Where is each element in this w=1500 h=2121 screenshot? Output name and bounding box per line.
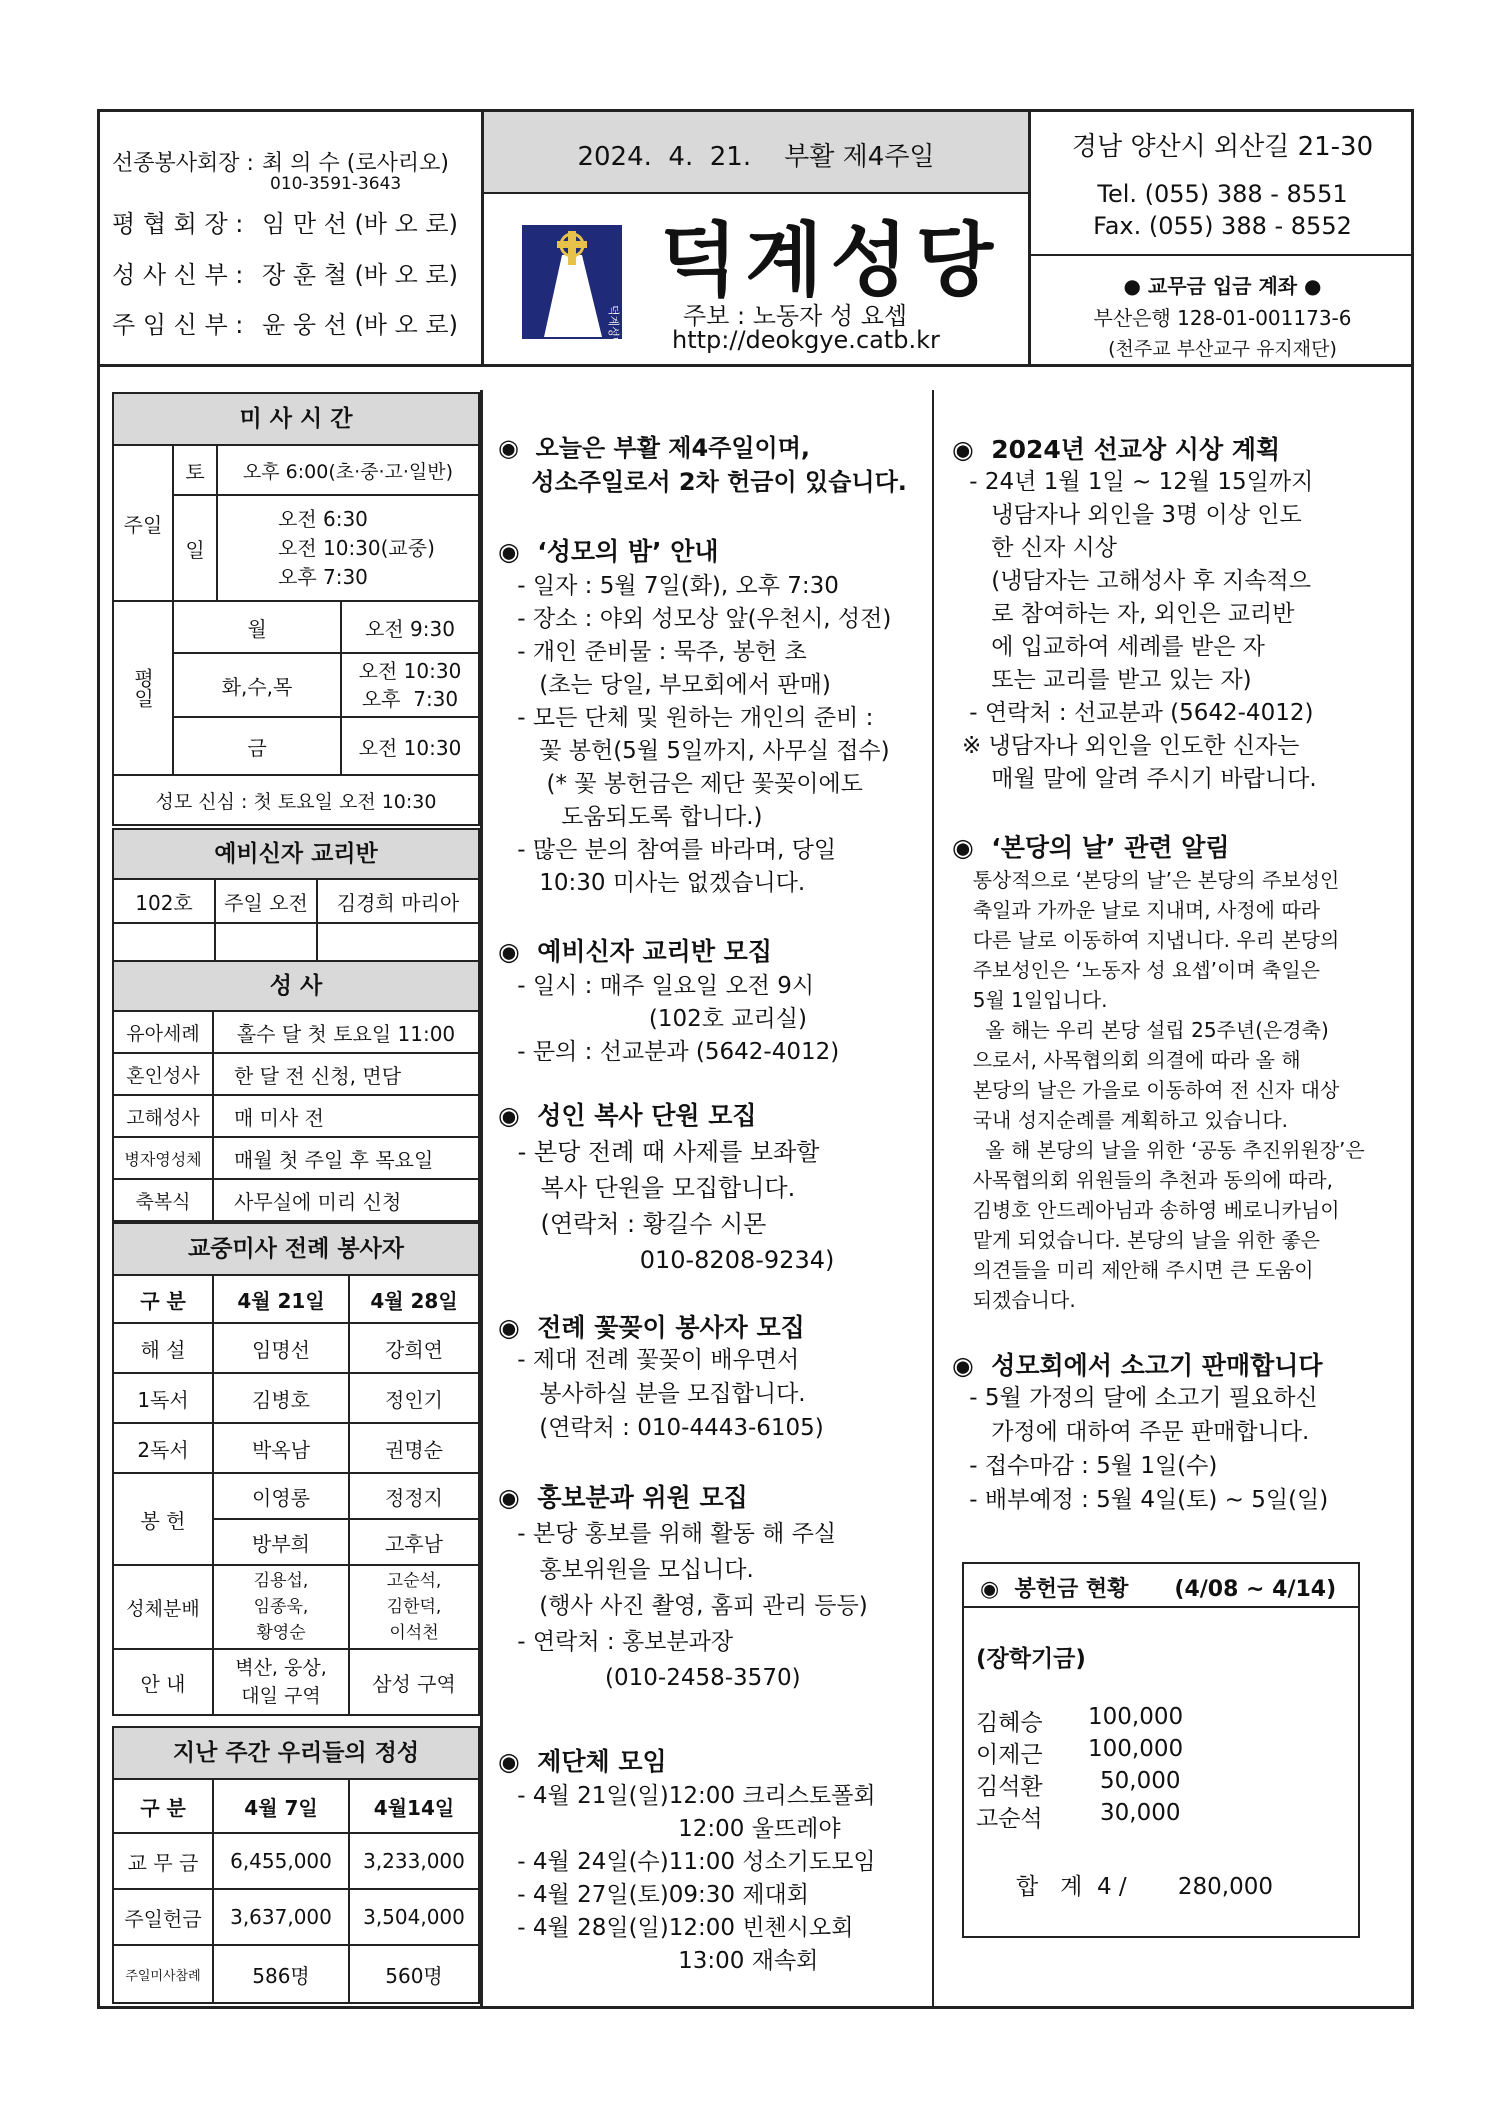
donor-amount: 30,000 xyxy=(1100,1800,1181,1826)
mass-schedule-table xyxy=(112,444,480,826)
staff-name: 장 훈 철 (바 오 로) xyxy=(262,261,458,289)
beef-line: - 접수마감 : 5월 1일(수) xyxy=(962,1453,1218,1479)
maria-line: - 개인 준비물 : 묵주, 봉헌 초 xyxy=(510,639,807,665)
acolyte-line: 복사 단원을 모집합니다. xyxy=(510,1174,796,1202)
maria-line: - 모든 단체 및 원하는 개인의 준비 : xyxy=(510,705,874,731)
sacraments-title: 성 사 xyxy=(112,960,480,1012)
beef-sale-title: ◉ 성모회에서 소고기 판매합니다 xyxy=(952,1351,1323,1380)
group-line: 12:00 울뜨레야 xyxy=(510,1816,841,1842)
parish-day-line: 축일과 가까운 날로 지내며, 사정에 따라 xyxy=(960,898,1320,922)
offering-amount: 560명 xyxy=(349,1945,479,2003)
offering-amount: 3,637,000 xyxy=(213,1889,349,1945)
catechumen-teacher: 김경희 마리아 xyxy=(317,879,479,923)
sacrament-info: 홀수 달 첫 토요일 11:00 xyxy=(213,1011,479,1053)
server-name: 김용섭, 임종욱, 황영순 xyxy=(213,1565,349,1649)
staff-role: 선종봉사회장 : xyxy=(112,151,254,176)
catechumen-line: - 문의 : 선교분과 (5642-4012) xyxy=(510,1039,840,1065)
staff-role: 평 협 회 장 : xyxy=(112,210,244,238)
telephone: Tel. (055) 388 - 8551 xyxy=(1097,180,1348,208)
pr-line: 홍보위원을 모십니다. xyxy=(510,1557,754,1583)
parish-day-line: 되겠습니다. xyxy=(960,1288,1076,1312)
pr-line: - 본당 홍보를 위해 활동 해 주실 xyxy=(510,1521,837,1547)
server-name: 이영롱 xyxy=(213,1473,349,1519)
offerings-title: 지난 주간 우리들의 정성 xyxy=(112,1726,480,1780)
sunday-day-label: 일 xyxy=(173,495,217,601)
parish-day-line: 으로서, 사목협의회 의결에 따라 올 해 xyxy=(960,1048,1301,1072)
patron-saint: 주보 : 노동자 성 요셉 xyxy=(683,302,908,330)
servers-title: 교중미사 전례 봉사자 xyxy=(112,1222,480,1276)
catechumen-time: 주일 오전 xyxy=(215,879,317,923)
beef-line: - 5월 가정의 달에 소고기 필요하신 xyxy=(962,1385,1318,1411)
award-line: (냉담자는 고해성사 후 지속적으 xyxy=(962,568,1311,594)
award-line: - 연락처 : 선교분과 (5642-4012) xyxy=(962,700,1314,726)
award-line: 한 신자 시상 xyxy=(962,535,1117,561)
maria-line: (초는 당일, 부모회에서 판매) xyxy=(510,672,831,698)
sacrament-name: 고해성사 xyxy=(113,1095,213,1137)
server-name: 박옥남 xyxy=(213,1423,349,1473)
parish-day-line: 통상적으로 ‘본당의 날’은 본당의 주보성인 xyxy=(960,868,1340,892)
donation-header xyxy=(964,1564,1358,1608)
sunday-times xyxy=(217,495,479,601)
award-line: 로 참여하는 자, 외인은 교리반 xyxy=(962,601,1295,627)
maria-line: (* 꽃 봉헌금은 제단 꽃꽂이에도 xyxy=(510,771,863,797)
catechumen-line: (102호 교리실) xyxy=(510,1006,807,1032)
saturday-time: 오후 6:00(초·중·고·일반) xyxy=(217,445,479,495)
account-title: ● 교무금 입금 계좌 ● xyxy=(1123,274,1322,298)
server-name: 권명순 xyxy=(349,1423,479,1473)
catechumen-room: 102호 xyxy=(113,879,215,923)
offerings-header: 4월14일 xyxy=(349,1779,479,1833)
offering-amount: 586명 xyxy=(213,1945,349,2003)
donor-name: 김혜승 xyxy=(976,1710,1043,1736)
flower-line: (연락처 : 010-4443-6105) xyxy=(510,1415,824,1441)
acolyte-line: 010-8208-9234) xyxy=(510,1246,835,1274)
server-name: 임명선 xyxy=(213,1323,349,1373)
acolyte-title: ◉ 성인 복사 단원 모집 xyxy=(498,1101,757,1130)
parish-day-line: 5월 1일입니다. xyxy=(960,988,1108,1012)
parish-day-line: 맡게 되었습니다. 본당의 날을 위한 좋은 xyxy=(960,1228,1320,1252)
donor-amount: 100,000 xyxy=(1088,1736,1184,1762)
award-line: ※ 냉담자나 외인을 인도한 신자는 xyxy=(962,733,1300,759)
server-role: 안 내 xyxy=(113,1649,213,1715)
acolyte-line: (연락처 : 황길수 시몬 xyxy=(510,1210,767,1238)
maria-line: - 일자 : 5월 7일(화), 오후 7:30 xyxy=(510,573,839,599)
offering-type: 주일미사참례 xyxy=(113,1945,213,2003)
server-role: 봉 헌 xyxy=(113,1473,213,1565)
staff-name: 임 만 선 (바 오 로) xyxy=(262,210,458,238)
parish-day-line: 올 해는 우리 본당 설립 25주년(은경축) xyxy=(960,1018,1329,1042)
weekday-time: 오전 10:30 xyxy=(341,717,479,775)
parish-day-line: 국내 성지순례를 계획하고 있습니다. xyxy=(960,1108,1288,1132)
group-line: - 4월 24일(수)11:00 성소기도모임 xyxy=(510,1849,876,1875)
header-divider xyxy=(97,364,1414,367)
server-role: 2독서 xyxy=(113,1423,213,1473)
parish-day-line: 주보성인은 ‘노동자 성 요셉’이며 축일은 xyxy=(960,958,1320,982)
flower-line: 봉사하실 분을 모집합니다. xyxy=(510,1381,806,1407)
acolyte-line: - 본당 전례 때 사제를 보좌할 xyxy=(510,1138,820,1166)
server-name: 강희연 xyxy=(349,1323,479,1373)
server-name: 방부희 xyxy=(213,1519,349,1565)
sacrament-name: 병자영성체 xyxy=(113,1137,213,1179)
offerings-header: 구 분 xyxy=(113,1779,213,1833)
sacrament-name: 유아세례 xyxy=(113,1011,213,1053)
donor-name: 이제근 xyxy=(976,1742,1043,1768)
catechumen-line: - 일시 : 매주 일요일 오전 9시 xyxy=(510,973,815,999)
catechumen-recruit-title: ◉ 예비신자 교리반 모집 xyxy=(498,937,772,966)
empty-cell xyxy=(113,923,215,963)
award-line: 매월 말에 알려 주시기 바랍니다. xyxy=(962,766,1317,792)
sacrament-name: 혼인성사 xyxy=(113,1053,213,1095)
catechumen-table xyxy=(112,878,480,964)
servers-header: 4월 28일 xyxy=(349,1275,479,1323)
beef-line: 가정에 대하여 주문 판매합니다. xyxy=(962,1419,1310,1445)
sacrament-name: 축복식 xyxy=(113,1179,213,1221)
staff-role: 성 사 신 부 : xyxy=(112,261,244,289)
church-title: 덕계성당 xyxy=(660,214,1002,307)
intro-line: 성소주일로서 2차 헌금이 있습니다. xyxy=(498,468,907,496)
servers-table xyxy=(112,1274,480,1716)
weekday-time: 오전 9:30 xyxy=(341,601,479,653)
server-name: 삼성 구역 xyxy=(349,1649,479,1715)
staff-phone: 010-3591-3643 xyxy=(270,174,402,194)
intro-line: ◉ 오늘은 부활 제4주일이며, xyxy=(498,434,811,462)
server-role: 해 설 xyxy=(113,1323,213,1373)
parish-day-line: 본당의 날은 가을로 이동하여 전 신자 대상 xyxy=(960,1078,1340,1102)
empty-cell xyxy=(317,923,479,963)
maria-night-title: ◉ ‘성모의 밤’ 안내 xyxy=(498,537,719,566)
pr-line: (행사 사진 촬영, 홈피 관리 등등) xyxy=(510,1593,868,1619)
weekday-label: 평일 xyxy=(113,601,173,775)
group-line: - 4월 27일(토)09:30 제대회 xyxy=(510,1882,809,1908)
offering-amount: 3,233,000 xyxy=(349,1833,479,1889)
sunday-label: 주일 xyxy=(113,445,173,601)
marian-devotion: 성모 신심 : 첫 토요일 오전 10:30 xyxy=(113,775,479,825)
sunday-time: 오후 7:30 xyxy=(278,564,368,589)
mass-schedule-title: 미 사 시 간 xyxy=(112,392,480,446)
offering-amount: 6,455,000 xyxy=(213,1833,349,1889)
flower-title: ◉ 전례 꽃꽂이 봉사자 모집 xyxy=(498,1313,805,1342)
donation-title: ◉ 봉헌금 현황 (4/08 ~ 4/14) xyxy=(980,1577,1337,1602)
servers-header: 구 분 xyxy=(113,1275,213,1323)
parish-day-title: ◉ ‘본당의 날’ 관련 알림 xyxy=(952,833,1230,862)
award-line: 냉담자나 외인을 3명 이상 인도 xyxy=(962,502,1302,528)
saturday-label: 토 xyxy=(173,445,217,495)
server-name: 김병호 xyxy=(213,1373,349,1423)
sacrament-info: 한 달 전 신청, 면담 xyxy=(213,1053,479,1095)
maria-line: 꽃 봉헌(5월 5일까지, 사무실 접수) xyxy=(510,738,890,764)
server-name: 고후남 xyxy=(349,1519,479,1565)
donation-category: (장학기금) xyxy=(976,1646,1086,1672)
weekday-time: 오전 10:30 오후 7:30 xyxy=(341,653,479,717)
sacrament-info: 사무실에 미리 신청 xyxy=(213,1179,479,1221)
catechumen-title: 예비신자 교리반 xyxy=(112,828,480,880)
issue-date: 2024. 4. 21. 부활 제4주일 xyxy=(577,142,935,172)
sunday-time: 오전 6:30 xyxy=(278,506,368,531)
servers-header: 4월 21일 xyxy=(213,1275,349,1323)
sacraments-table xyxy=(112,1010,480,1222)
mission-award-title: ◉ 2024년 선교상 시상 계획 xyxy=(952,435,1281,464)
sacrament-info: 매 미사 전 xyxy=(213,1095,479,1137)
beef-line: - 배부예정 : 5월 4일(토) ~ 5일(일) xyxy=(962,1487,1329,1513)
maria-line: - 많은 분의 참여를 바라며, 당일 xyxy=(510,837,837,863)
address: 경남 양산시 외산길 21-30 xyxy=(1071,132,1374,162)
donor-name: 김석환 xyxy=(976,1774,1043,1800)
server-name: 정정지 xyxy=(349,1473,479,1519)
pr-line: (010-2458-3570) xyxy=(510,1665,801,1691)
donor-amount: 50,000 xyxy=(1100,1768,1181,1794)
server-name: 벽산, 웅상, 대일 구역 xyxy=(213,1649,349,1715)
church-logo-icon xyxy=(522,225,622,339)
flower-line: - 제대 전례 꽃꽂이 배우면서 xyxy=(510,1347,800,1373)
bank-account: 부산은행 128-01-001173-6 xyxy=(1093,306,1352,330)
logo-text: 덕계성당 xyxy=(607,305,620,339)
pr-line: - 연락처 : 홍보분과장 xyxy=(510,1629,734,1655)
parish-day-line: 사목협의회 위원들의 추천과 동의에 따라, xyxy=(960,1168,1333,1192)
pr-title: ◉ 홍보분과 위원 모집 xyxy=(498,1483,748,1512)
staff-role: 주 임 신 부 : xyxy=(112,311,244,339)
weekday-day: 화,수,목 xyxy=(173,653,341,717)
group-line: - 4월 28일(일)12:00 빈첸시오회 xyxy=(510,1915,854,1941)
staff-name: 윤 웅 선 (바 오 로) xyxy=(262,311,458,339)
staff-name: 최 의 수 (로사리오) xyxy=(262,151,449,176)
empty-cell xyxy=(215,923,317,963)
maria-line: 10:30 미사는 없겠습니다. xyxy=(510,870,806,896)
donor-amount: 100,000 xyxy=(1088,1704,1184,1730)
donation-total: 합 계 4 / 280,000 xyxy=(1016,1874,1273,1900)
server-name: 고순석, 김한덕, 이석천 xyxy=(349,1565,479,1649)
maria-line: 도움되도록 합니다.) xyxy=(510,804,763,830)
server-name: 정인기 xyxy=(349,1373,479,1423)
column-divider-1 xyxy=(480,390,483,2006)
fax: Fax. (055) 388 - 8552 xyxy=(1093,212,1352,240)
parish-day-line: 김병호 안드레아님과 송하영 베로니카님이 xyxy=(960,1198,1340,1222)
award-line: 에 입교하여 세례를 받은 자 xyxy=(962,634,1265,660)
group-line: 13:00 재속회 xyxy=(510,1948,819,1974)
address-divider xyxy=(1028,254,1414,256)
date-divider xyxy=(481,192,1030,194)
website-link[interactable]: http://deokgye.catb.kr xyxy=(672,326,940,354)
parish-day-line: 올 해 본당의 날을 위한 ‘공동 추진위원장’은 xyxy=(960,1138,1365,1162)
offering-type: 주일헌금 xyxy=(113,1889,213,1945)
church-logo xyxy=(522,225,622,339)
parish-day-line: 다른 날로 이동하여 지냅니다. 우리 본당의 xyxy=(960,928,1340,952)
foundation: (천주교 부산교구 유지재단) xyxy=(1108,338,1337,360)
column-divider-2 xyxy=(932,390,934,2006)
sunday-time: 오전 10:30(교중) xyxy=(278,535,435,560)
groups-title: ◉ 제단체 모임 xyxy=(498,1747,667,1776)
parish-day-line: 의견들을 미리 제안해 주시면 큰 도움이 xyxy=(960,1258,1314,1282)
server-role: 1독서 xyxy=(113,1373,213,1423)
offerings-header: 4월 7일 xyxy=(213,1779,349,1833)
award-line: 또는 교리를 받고 있는 자) xyxy=(962,667,1252,693)
offering-amount: 3,504,000 xyxy=(349,1889,479,1945)
donor-name: 고순석 xyxy=(976,1806,1043,1832)
award-line: - 24년 1월 1일 ~ 12월 15일까지 xyxy=(962,469,1314,495)
offerings-table xyxy=(112,1778,480,2004)
weekday-day: 금 xyxy=(173,717,341,775)
server-role: 성체분배 xyxy=(113,1565,213,1649)
group-line: - 4월 21일(일)12:00 크리스토폴회 xyxy=(510,1783,876,1809)
donation-box xyxy=(962,1562,1360,1938)
weekday-day: 월 xyxy=(173,601,341,653)
maria-line: - 장소 : 야외 성모상 앞(우천시, 성전) xyxy=(510,606,892,632)
sacrament-info: 매월 첫 주일 후 목요일 xyxy=(213,1137,479,1179)
offering-type: 교 무 금 xyxy=(113,1833,213,1889)
